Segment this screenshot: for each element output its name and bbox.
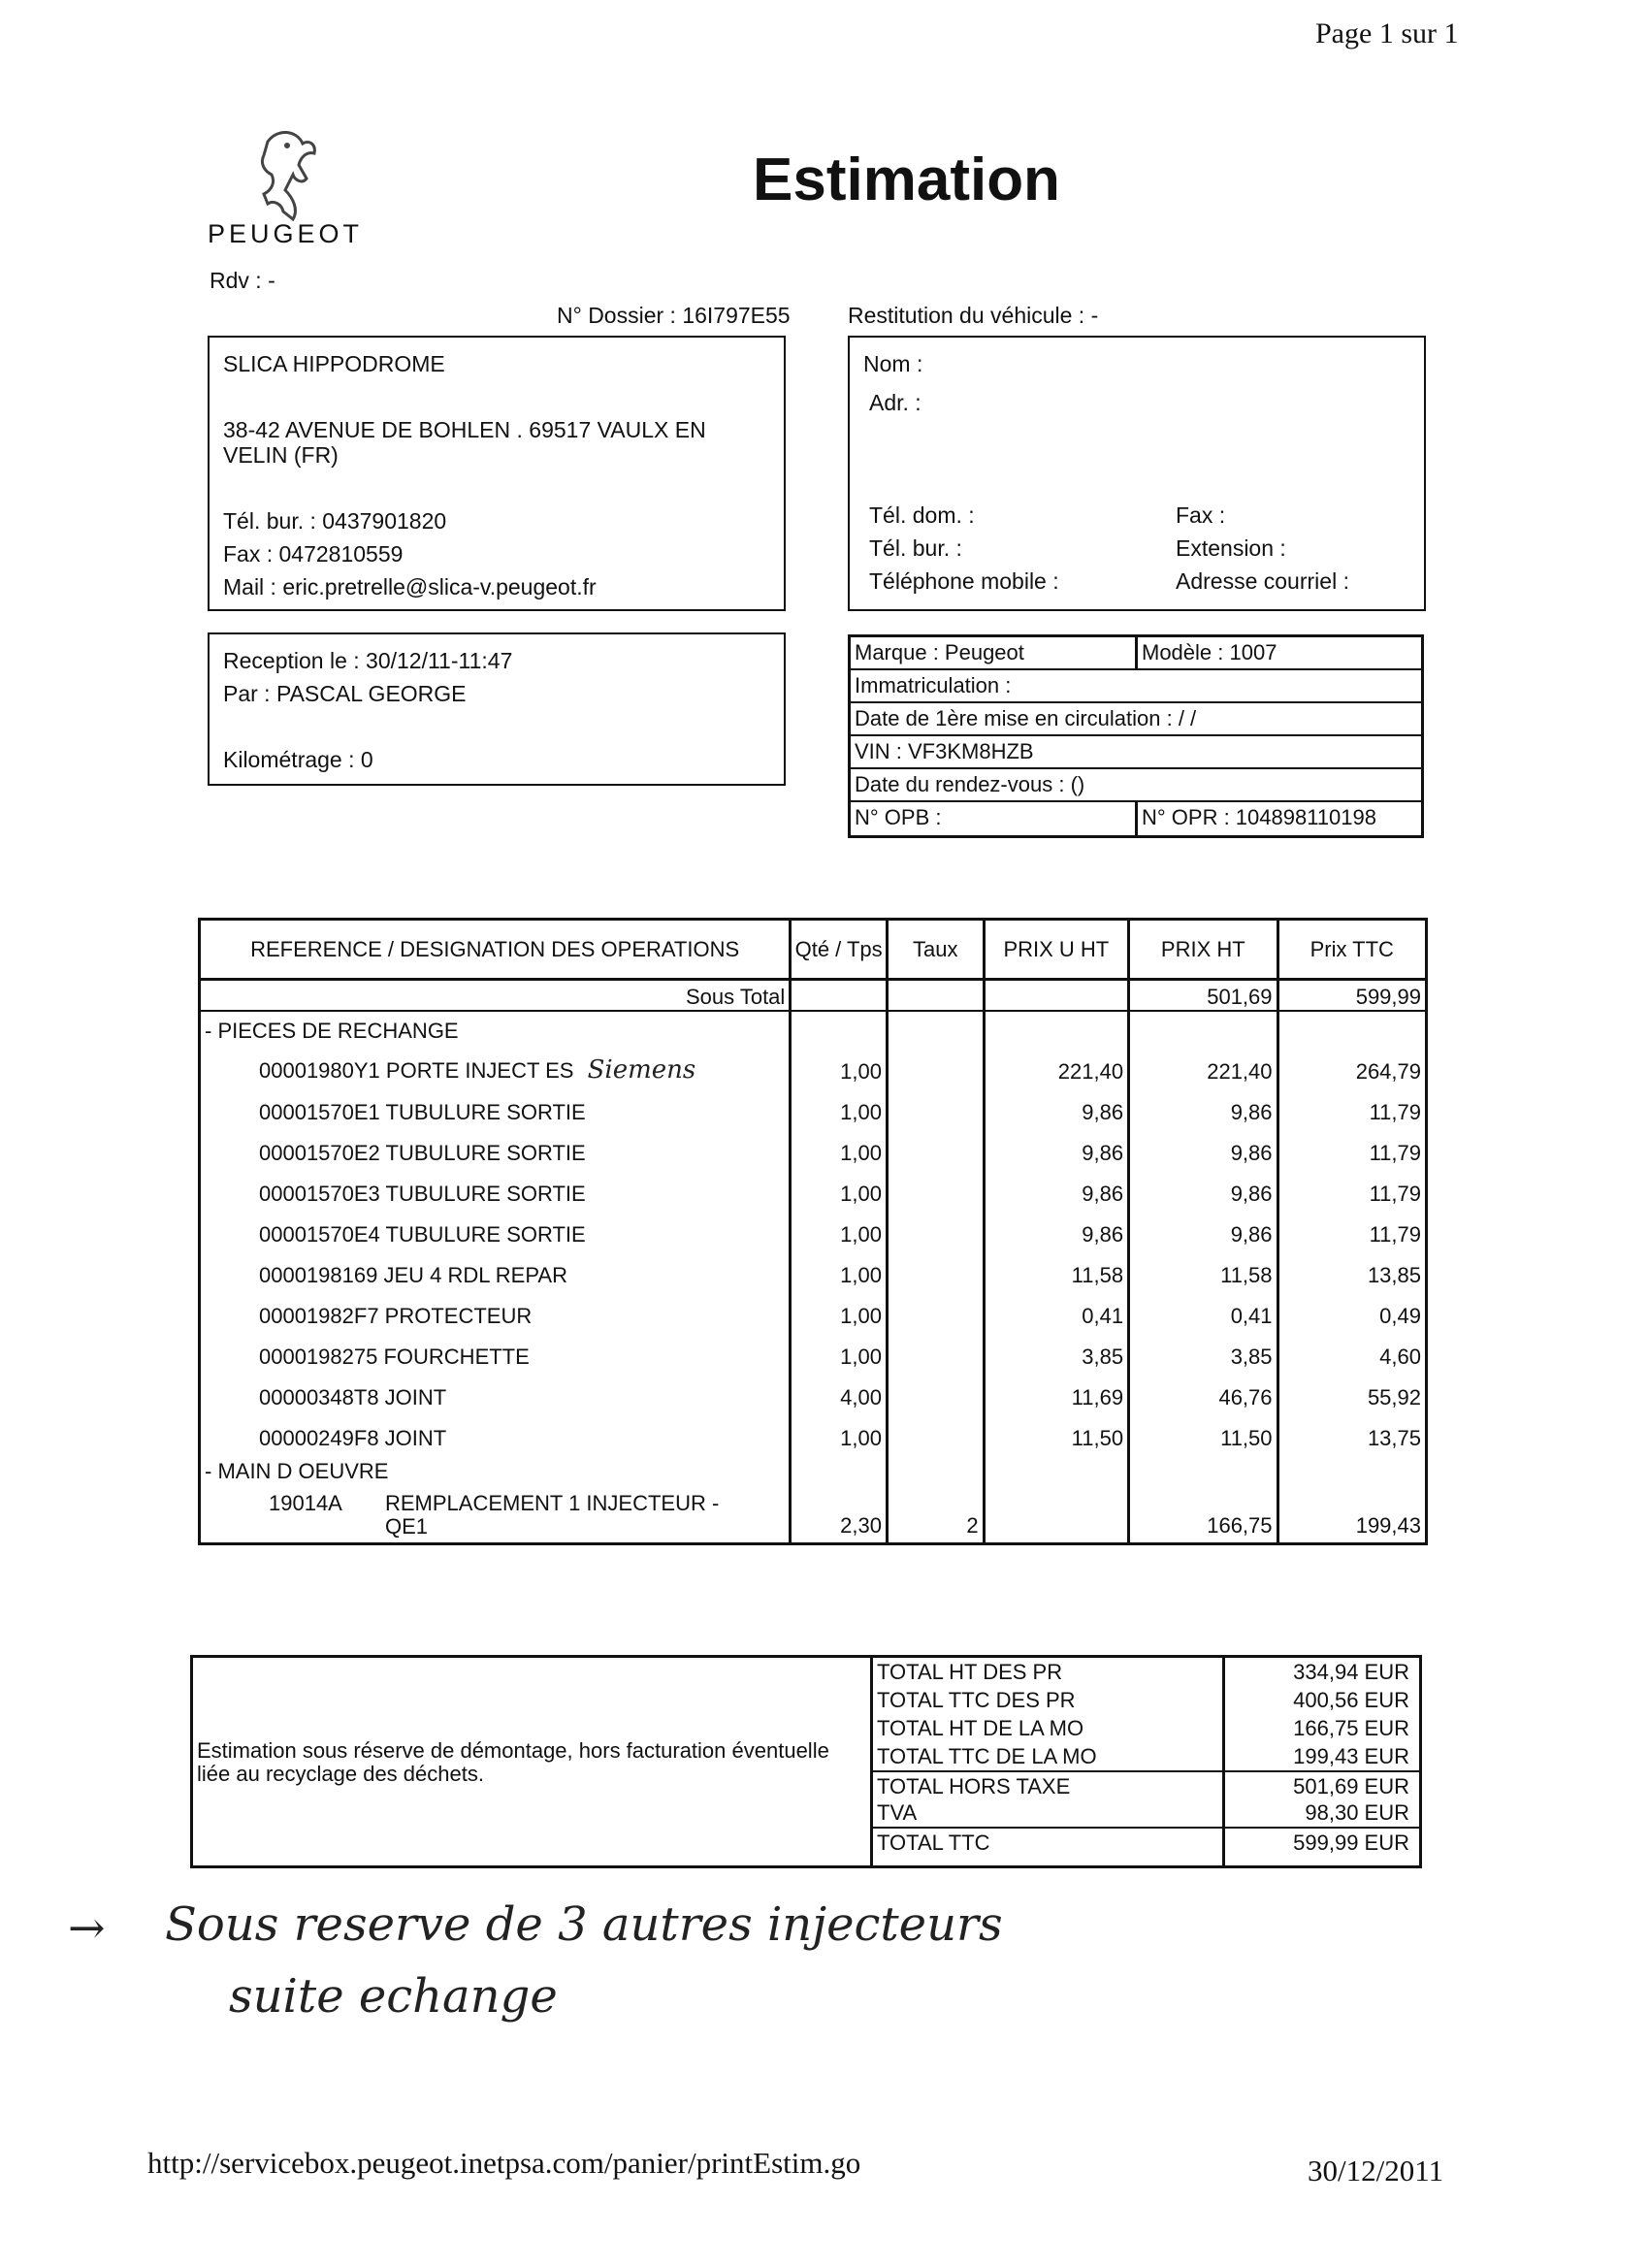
client-address-label: Adr. : [869,390,922,415]
part-qty: 1,00 [791,1288,888,1329]
subtotal-label: Sous Total [200,980,791,1011]
dealer-address-line-1: 38-42 AVENUE DE BOHLEN . 69517 VAULX EN [223,417,706,442]
total-label: TOTAL HT DE LA MO [877,1716,1084,1740]
column-header-price-ttc: Prix TTC [1277,920,1426,980]
handwritten-siemens: Siemens [587,1054,696,1085]
part-reference: 00000348T8 JOINT [200,1370,791,1410]
total-value: 98,30 EUR [1305,1800,1409,1825]
part-reference: 00001980Y1 PORTE INJECT ES Siemens [200,1044,791,1085]
client-box [848,336,1426,611]
part-reference: 00001570E1 TUBULURE SORTIE [200,1085,791,1125]
part-unit-price: 3,85 [984,1329,1128,1370]
dealer-phone: Tél. bur. : 0437901820 [223,508,447,534]
column-header-price-ht: PRIX HT [1129,920,1277,980]
labour-operation [200,1484,791,1544]
part-qty: 1,00 [791,1125,888,1166]
rdv-label: Rdv : - [210,268,275,293]
total-value: 334,94 EUR [1293,1660,1409,1684]
part-unit-price: 221,40 [984,1044,1128,1085]
part-price-ttc: 11,79 [1277,1207,1426,1247]
part-qty: 1,00 [791,1207,888,1247]
part-qty: 1,00 [791,1085,888,1125]
vehicle-table [848,634,1424,838]
client-mobile-label: Téléphone mobile : [869,568,1059,594]
part-price-ht: 0,41 [1129,1288,1277,1329]
part-price-ht: 9,86 [1129,1085,1277,1125]
total-label: TOTAL TTC [873,1827,1222,1855]
vehicle-row [851,769,1421,802]
total-label: TOTAL TTC DES PR [877,1688,1076,1712]
section-parts: - PIECES DE RECHANGE [200,1011,791,1044]
part-reference: 0000198275 FOURCHETTE [200,1329,791,1370]
part-price-ttc: 0,49 [1277,1288,1426,1329]
footer-date: 30/12/2011 [1308,2154,1444,2187]
client-home-phone-label: Tél. dom. : [869,502,975,528]
page-label: Page 1 sur 1 [1315,17,1459,49]
part-price-ht: 221,40 [1129,1044,1277,1085]
vehicle-row [851,736,1421,769]
part-price-ttc: 4,60 [1277,1329,1426,1370]
vehicle-row [851,670,1421,703]
labour-description-line-1: REMPLACEMENT 1 INJECTEUR - [385,1491,720,1515]
table-row [200,1410,1427,1451]
footer-url: http://servicebox.peugeot.inetpsa.com/panier/printEstim.go [147,2146,861,2180]
total-value: 501,69 EUR [1225,1770,1419,1798]
total-value: 166,75 EUR [1293,1716,1409,1740]
client-extension-label: Extension : [1176,535,1286,561]
mileage: Kilométrage : 0 [223,747,373,772]
section-row [200,1451,1427,1484]
part-price-ttc: 13,85 [1277,1247,1426,1288]
arrow-icon: → [68,1901,106,1954]
part-qty: 1,00 [791,1247,888,1288]
table-row [200,1247,1427,1288]
client-email-label: Adresse courriel : [1176,568,1349,594]
page-title: Estimation [753,146,1060,213]
labour-rate: 2 [887,1484,984,1544]
table-row [200,1329,1427,1370]
vehicle-opr: N° OPR : 104898110198 [1142,805,1376,829]
table-row [200,1288,1427,1329]
total-value: 400,56 EUR [1293,1688,1409,1712]
vehicle-appointment-date: Date du rendez-vous : () [855,772,1085,796]
table-header-row [200,920,1427,980]
part-price-ttc: 11,79 [1277,1166,1426,1207]
part-unit-price: 9,86 [984,1166,1128,1207]
labour-price-ht: 166,75 [1129,1484,1277,1544]
client-fax-label: Fax : [1176,502,1226,528]
part-reference: 00001982F7 PROTECTEUR [200,1288,791,1329]
subtotal-ht: 501,69 [1129,980,1277,1011]
vehicle-row [851,802,1421,835]
labour-code: 19014A [269,1491,342,1515]
part-price-ht: 9,86 [1129,1207,1277,1247]
table-row [200,1484,1427,1544]
reception-date: Reception le : 30/12/11-11:47 [223,648,513,673]
part-qty: 1,00 [791,1329,888,1370]
part-price-ttc: 264,79 [1277,1044,1426,1085]
total-label: TVA [877,1800,918,1825]
labour-qty: 2,30 [791,1484,888,1544]
part-price-ttc: 11,79 [1277,1125,1426,1166]
handwritten-note-line-2: suite echange [229,1969,558,2024]
table-row [200,1085,1427,1125]
part-price-ttc: 55,92 [1277,1370,1426,1410]
subtotal-row [200,980,1427,1011]
part-reference: 00001570E2 TUBULURE SORTIE [200,1125,791,1166]
part-unit-price: 11,50 [984,1410,1128,1451]
table-row [200,1166,1427,1207]
table-row [200,1125,1427,1166]
totals-values [1225,1658,1419,1865]
totals-labels [870,1658,1225,1865]
part-price-ttc: 11,79 [1277,1085,1426,1125]
part-price-ht: 3,85 [1129,1329,1277,1370]
dealer-name: SLICA HIPPODROME [223,351,445,376]
dealer-fax: Fax : 0472810559 [223,541,404,567]
vehicle-first-registration-date: Date de 1ère mise en circulation : / / [855,706,1197,730]
vehicle-brand: Marque : Peugeot [851,637,1138,668]
part-reference: 0000198169 JEU 4 RDL REPAR [200,1247,791,1288]
part-unit-price: 9,86 [984,1125,1128,1166]
part-price-ht: 11,58 [1129,1247,1277,1288]
total-label: TOTAL TTC DE LA MO [877,1744,1097,1768]
handwritten-note-line-1: Sous reserve de 3 autres injecteurs [165,1897,1003,1952]
vehicle-registration: Immatriculation : [855,673,1012,697]
vehicle-row [851,637,1421,670]
part-unit-price: 11,58 [984,1247,1128,1288]
dealer-address-line-2: VELIN (FR) [223,442,339,468]
subtotal-ttc: 599,99 [1277,980,1426,1011]
total-label: TOTAL HT DES PR [877,1660,1063,1684]
part-price-ht: 9,86 [1129,1125,1277,1166]
part-reference: 00001570E3 TUBULURE SORTIE [200,1166,791,1207]
peugeot-lion-logo-icon [239,122,332,227]
estimate-disclaimer: Estimation sous réserve de démontage, hors facturation éventuelle liée au recyclage des déchets. [197,1738,829,1786]
client-office-phone-label: Tél. bur. : [869,535,962,561]
dealer-box [208,336,786,611]
part-reference: 00001570E4 TUBULURE SORTIE [200,1207,791,1247]
total-label: TOTAL HORS TAXE [873,1770,1222,1798]
totals-box [190,1655,1422,1868]
table-row [200,1044,1427,1085]
column-header-rate: Taux [887,920,984,980]
brand-name: PEUGEOT [208,219,364,248]
part-qty: 1,00 [791,1044,888,1085]
client-name-label: Nom : [863,351,923,376]
table-row [200,1207,1427,1247]
vehicle-opb: N° OPB : [851,802,1138,835]
part-unit-price: 11,69 [984,1370,1128,1410]
operations-table [198,918,1428,1545]
part-reference: 00000249F8 JOINT [200,1410,791,1451]
labour-description-line-2: QE1 [385,1514,429,1539]
vehicle-vin: VIN : VF3KM8HZB [855,739,1034,763]
part-unit-price: 9,86 [984,1085,1128,1125]
part-price-ttc: 13,75 [1277,1410,1426,1451]
dealer-mail: Mail : eric.pretrelle@slica-v.peugeot.fr [223,574,597,599]
total-value: 199,43 EUR [1293,1744,1409,1768]
part-qty: 1,00 [791,1410,888,1451]
column-header-qty: Qté / Tps [791,920,888,980]
dossier-number: N° Dossier : 16I797E55 [557,303,791,328]
vehicle-model: Modèle : 1007 [1142,640,1277,664]
restitution-label: Restitution du véhicule : - [848,303,1099,328]
column-header-reference: REFERENCE / DESIGNATION DES OPERATIONS [200,920,791,980]
reception-by: Par : PASCAL GEORGE [223,681,467,706]
part-price-ht: 9,86 [1129,1166,1277,1207]
section-labour: - MAIN D OEUVRE [200,1451,791,1484]
column-header-unit-price: PRIX U HT [984,920,1128,980]
table-row [200,1370,1427,1410]
vehicle-row [851,703,1421,736]
part-price-ht: 11,50 [1129,1410,1277,1451]
part-unit-price: 0,41 [984,1288,1128,1329]
section-row [200,1011,1427,1044]
reception-box [208,632,786,786]
part-unit-price: 9,86 [984,1207,1128,1247]
labour-price-ttc: 199,43 [1277,1484,1426,1544]
total-value: 599,99 EUR [1225,1827,1419,1855]
part-price-ht: 46,76 [1129,1370,1277,1410]
part-qty: 4,00 [791,1370,888,1410]
part-qty: 1,00 [791,1166,888,1207]
